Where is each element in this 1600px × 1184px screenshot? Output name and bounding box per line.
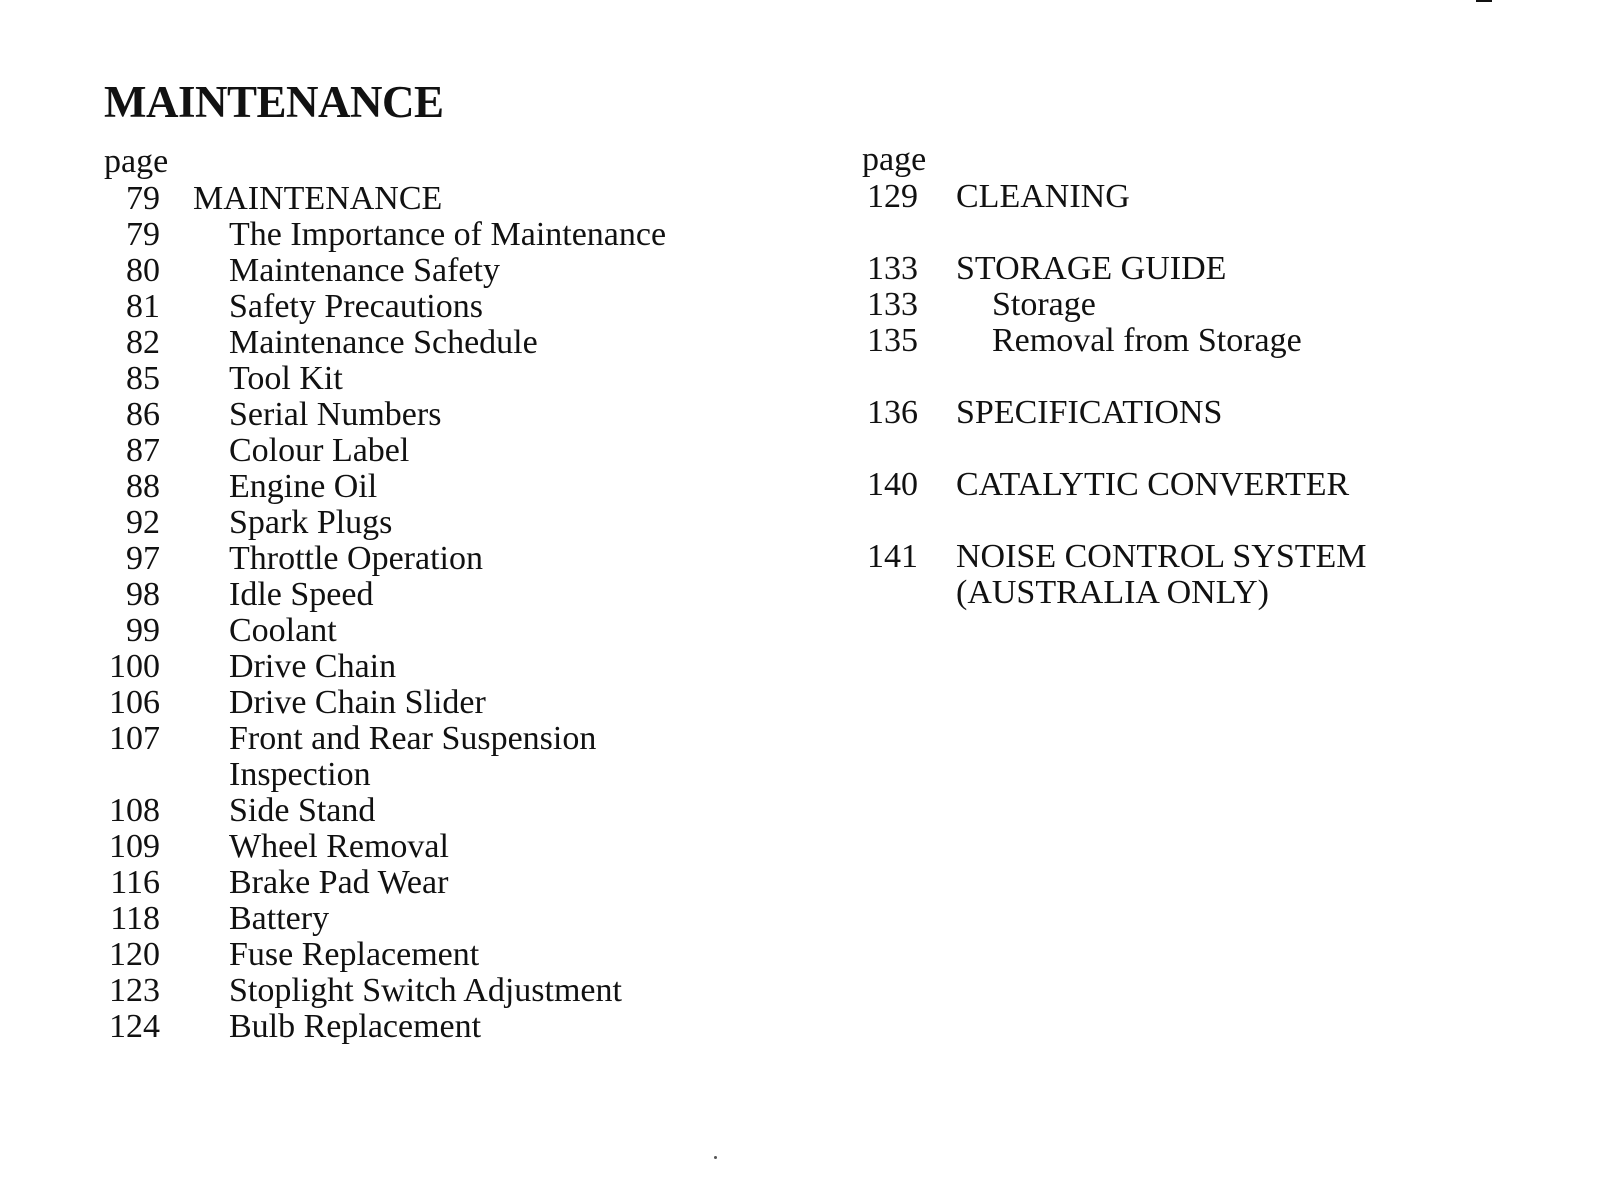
contents-entry bbox=[862, 251, 1512, 287]
contents-column-right bbox=[862, 141, 1512, 611]
entry-section-title: CATALYTIC CONVERTER bbox=[956, 466, 1350, 503]
entry-page-number: 118 bbox=[110, 900, 160, 937]
entry-page-number: 136 bbox=[867, 394, 918, 431]
entry-section-title: SPECIFICATIONS bbox=[956, 394, 1223, 431]
entry-subsection-title: Bulb Replacement bbox=[229, 1008, 482, 1045]
contents-entry bbox=[104, 577, 804, 613]
entry-subsection-title: Fuse Replacement bbox=[229, 936, 480, 973]
entry-subsection-title: Stoplight Switch Adjustment bbox=[229, 972, 622, 1009]
entry-page-number: 86 bbox=[126, 396, 160, 433]
entry-page-number: 79 bbox=[126, 216, 160, 253]
entry-page-number: 88 bbox=[126, 468, 160, 505]
entry-page-number: 87 bbox=[126, 432, 160, 469]
entry-page-number: 133 bbox=[867, 286, 918, 323]
contents-list-right bbox=[862, 179, 1512, 611]
entry-subsection-title: Storage bbox=[992, 286, 1096, 323]
entry-page-number: 100 bbox=[109, 648, 160, 685]
entry-page-number: 108 bbox=[109, 792, 160, 829]
contents-entry bbox=[104, 217, 804, 253]
contents-entry bbox=[104, 325, 804, 361]
entry-subsection-title: Tool Kit bbox=[229, 360, 343, 397]
entry-page-number: 98 bbox=[126, 576, 160, 613]
contents-entry bbox=[104, 469, 804, 505]
contents-entry bbox=[104, 937, 804, 973]
contents-column-left bbox=[104, 143, 804, 1045]
entry-subsection-title: Brake Pad Wear bbox=[229, 864, 449, 901]
entry-subsection-title: Maintenance Schedule bbox=[229, 324, 538, 361]
entry-subsection-title: Engine Oil bbox=[229, 468, 378, 505]
contents-entry bbox=[104, 1009, 804, 1045]
page-corner-mark bbox=[1476, 0, 1492, 2]
contents-entry bbox=[862, 539, 1512, 611]
contents-entry bbox=[104, 901, 804, 937]
contents-entry bbox=[104, 505, 804, 541]
page-bottom-mark bbox=[714, 1156, 717, 1159]
contents-entry bbox=[104, 793, 804, 829]
entry-subsection-title: Colour Label bbox=[229, 432, 410, 469]
entry-subsection-title: Battery bbox=[229, 900, 330, 937]
entry-page-number: 107 bbox=[109, 720, 160, 757]
contents-entry bbox=[104, 541, 804, 577]
contents-entry bbox=[104, 865, 804, 901]
entry-page-number: 109 bbox=[109, 828, 160, 865]
entry-page-number: 129 bbox=[867, 178, 918, 215]
page-title: MAINTENANCE bbox=[104, 77, 444, 127]
section-spacer bbox=[862, 359, 1512, 395]
contents-entry bbox=[104, 685, 804, 721]
section-spacer bbox=[862, 431, 1512, 467]
entry-subsection-title: Throttle Operation bbox=[229, 540, 483, 577]
entry-page-number: 124 bbox=[109, 1008, 160, 1045]
contents-entry bbox=[862, 287, 1512, 323]
entry-subsection-title: Serial Numbers bbox=[229, 396, 442, 433]
entry-page-number: 81 bbox=[126, 288, 160, 325]
entry-page-number: 82 bbox=[126, 324, 160, 361]
entry-page-number: 116 bbox=[110, 864, 160, 901]
entry-subsection-title: Wheel Removal bbox=[229, 828, 449, 865]
entry-subsection-title: Side Stand bbox=[229, 792, 376, 829]
entry-subsection-title: Spark Plugs bbox=[229, 504, 393, 541]
contents-entry bbox=[104, 829, 804, 865]
entry-page-number: 123 bbox=[109, 972, 160, 1009]
entry-page-number: 99 bbox=[126, 612, 160, 649]
entry-subsection-title: The Importance of Maintenance bbox=[229, 216, 667, 253]
contents-entry bbox=[104, 649, 804, 685]
entry-section-title: STORAGE GUIDE bbox=[956, 250, 1227, 287]
entry-page-number: 106 bbox=[109, 684, 160, 721]
entry-page-number: 133 bbox=[867, 250, 918, 287]
entry-subsection-title: Coolant bbox=[229, 612, 337, 649]
entry-page-number: 140 bbox=[867, 466, 918, 503]
contents-entry bbox=[104, 181, 804, 217]
entry-subsection-title: Front and Rear Suspension Inspection bbox=[229, 720, 597, 793]
contents-entry bbox=[862, 467, 1512, 503]
contents-entry bbox=[104, 613, 804, 649]
entry-subsection-title: Safety Precautions bbox=[229, 288, 483, 325]
entry-page-number: 135 bbox=[867, 322, 918, 359]
section-spacer bbox=[862, 215, 1512, 251]
entry-section-title: MAINTENANCE bbox=[193, 180, 443, 217]
entry-page-number: 85 bbox=[126, 360, 160, 397]
contents-entry bbox=[862, 179, 1512, 215]
contents-entry bbox=[104, 433, 804, 469]
entry-section-title: CLEANING bbox=[956, 178, 1130, 215]
entry-page-number: 141 bbox=[867, 538, 918, 575]
contents-entry bbox=[104, 397, 804, 433]
entry-page-number: 92 bbox=[126, 504, 160, 541]
entry-subsection-title: Drive Chain bbox=[229, 648, 397, 685]
entry-page-number: 120 bbox=[109, 936, 160, 973]
contents-entry bbox=[104, 973, 804, 1009]
contents-list-left bbox=[104, 181, 804, 1045]
entry-section-title: NOISE CONTROL SYSTEM (AUSTRALIA ONLY) bbox=[956, 538, 1367, 611]
entry-subsection-title: Drive Chain Slider bbox=[229, 684, 486, 721]
page-column-label: page bbox=[862, 141, 927, 178]
contents-entry bbox=[104, 361, 804, 397]
entry-subsection-title: Idle Speed bbox=[229, 576, 374, 613]
entry-page-number: 97 bbox=[126, 540, 160, 577]
section-spacer bbox=[862, 503, 1512, 539]
entry-page-number: 79 bbox=[126, 180, 160, 217]
contents-entry bbox=[104, 253, 804, 289]
contents-entry bbox=[862, 395, 1512, 431]
contents-entry bbox=[104, 289, 804, 325]
entry-page-number: 80 bbox=[126, 252, 160, 289]
contents-entry bbox=[104, 721, 804, 793]
page-column-label: page bbox=[104, 143, 169, 180]
entry-subsection-title: Maintenance Safety bbox=[229, 252, 500, 289]
entry-subsection-title: Removal from Storage bbox=[992, 322, 1302, 359]
contents-entry bbox=[862, 323, 1512, 359]
